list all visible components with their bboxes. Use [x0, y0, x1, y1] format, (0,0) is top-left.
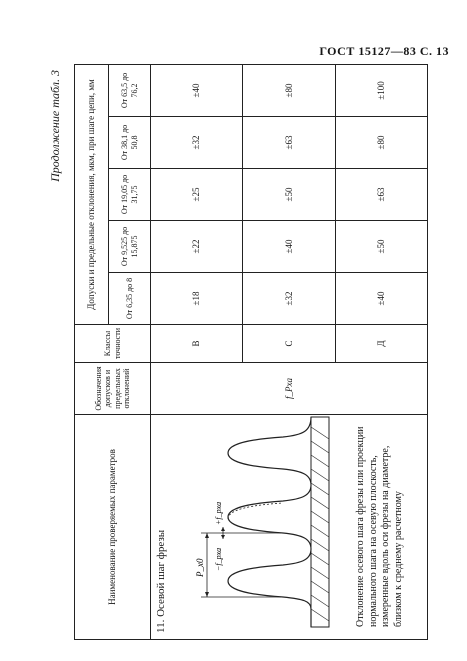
pitch-header: От 63,5 до 76,2 — [109, 64, 151, 116]
param-cell — [151, 415, 428, 640]
tolerance-table — [74, 64, 428, 640]
value-cell: ±32 — [243, 273, 335, 325]
col-header-param: Наименование проверяемых параметров — [75, 415, 151, 640]
value-cell: ±18 — [151, 273, 243, 325]
value-cell: ±40 — [243, 221, 335, 273]
param-description: Отклонение осевого шага фрезы или проекции нормального шага на осевую плоскость, измеренные вдоль оси фрезы на диаметре, близком к среднему расчетному — [355, 426, 404, 627]
value-cell: ±63 — [335, 169, 427, 221]
value-cell: ±80 — [335, 117, 427, 169]
value-cell: ±63 — [243, 117, 335, 169]
value-cell: ±100 — [335, 64, 427, 116]
value-cell: ±80 — [243, 64, 335, 116]
value-cell: ±22 — [151, 221, 243, 273]
class-cell: С — [243, 325, 335, 363]
minus-deviation-label: −f_pxa — [214, 547, 223, 571]
value-cell: ±25 — [151, 169, 243, 221]
class-cell: В — [151, 325, 243, 363]
col-header-class: Классы точности — [75, 325, 151, 363]
col-header-symbol: Обозначения допусков и предельных отклонений — [75, 363, 151, 415]
hob-profile-figure — [183, 409, 333, 629]
value-cell: ±32 — [151, 117, 243, 169]
value-cell: ±40 — [151, 64, 243, 116]
pitch-header: От 9,525 до 15,875 — [109, 221, 151, 273]
value-cell: ±40 — [335, 273, 427, 325]
symbol-cell: f_Pxa — [151, 363, 428, 415]
page-header: ГОСТ 15127—83 С. 13 — [319, 44, 449, 58]
param-title: 11. Осевой шаг фрезы — [155, 529, 167, 633]
table-continuation-caption: Продолжение табл. 3 — [48, 70, 62, 182]
pitch-label: P_x0 — [195, 558, 205, 577]
value-cell: ±50 — [335, 221, 427, 273]
class-cell: Д — [335, 325, 427, 363]
rotated-table-sheet — [48, 60, 438, 640]
pitch-header: От 6,35 до 8 — [109, 273, 151, 325]
value-cell: ±50 — [243, 169, 335, 221]
col-header-group: Допуски и предельные отклонения, мкм, при шаге цепи, мм — [75, 64, 109, 324]
pitch-header: От 38,1 до 50,8 — [109, 117, 151, 169]
plus-deviation-label: +f_pxa — [214, 501, 223, 525]
pitch-header: От 19,05 до 31,75 — [109, 169, 151, 221]
